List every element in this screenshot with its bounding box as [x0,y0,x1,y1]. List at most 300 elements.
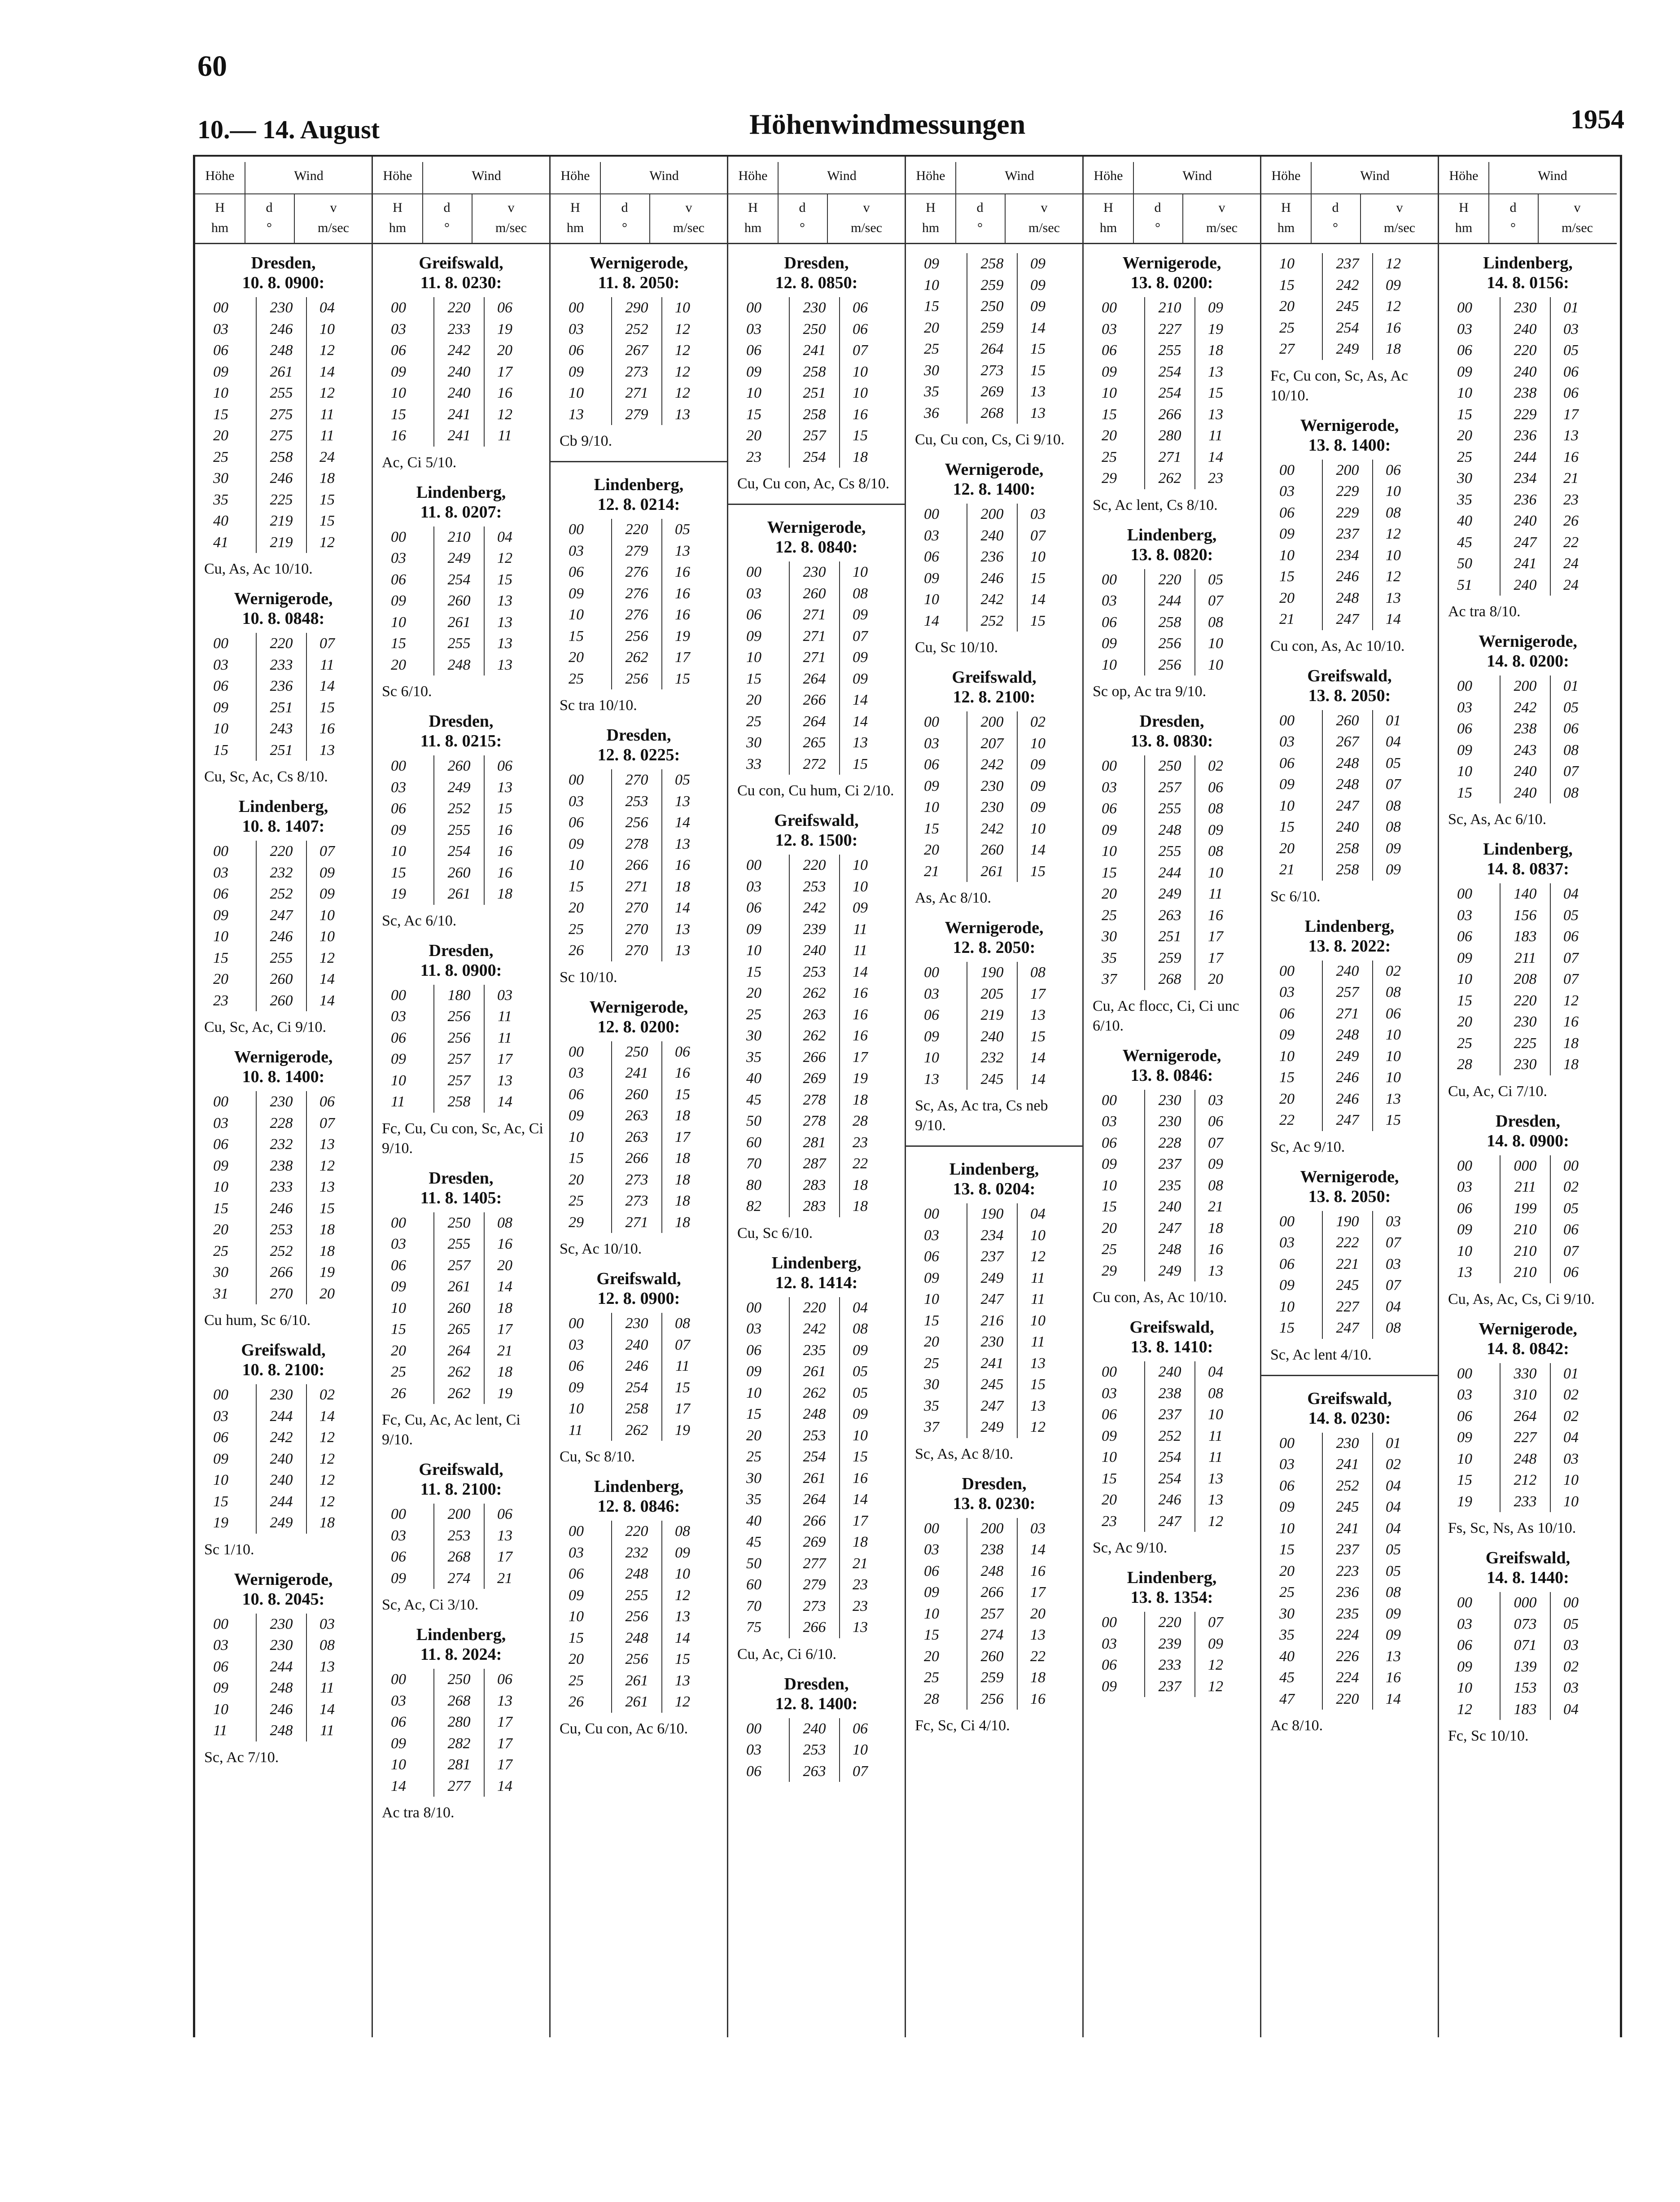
station-block [1439,1548,1617,1746]
station-time: 12. 8. 0225: [597,746,680,764]
measurement-row [746,754,881,775]
header-v: v [1574,200,1581,215]
speed-value: 17 [1208,949,1223,966]
direction-value: 264 [967,338,1018,360]
speed-value: 08 [1208,1177,1223,1194]
header-divider [827,193,828,243]
speed-value: 14 [675,899,690,916]
speed-value: 12 [1208,1678,1223,1695]
column-header [1084,162,1260,244]
height-value: 06 [391,1548,406,1565]
measurement-row [1102,297,1236,319]
measurement-row [1457,1469,1592,1491]
measurement-row [924,525,1059,547]
height-value: 20 [1279,298,1295,315]
measurement-table [391,526,525,676]
header-deg: ° [444,220,450,235]
direction-value: 254 [433,569,485,591]
measurement-row [391,612,525,633]
measurement-row [924,1069,1059,1090]
column-header [373,162,549,244]
speed-value: 16 [497,1236,512,1252]
speed-value: 18 [853,448,868,465]
station-name: Wernigerode, [589,997,688,1017]
height-value: 23 [746,448,761,465]
height-value: 03 [1102,1385,1117,1402]
header-H: H [1459,200,1469,215]
direction-value: 245 [1322,1275,1373,1296]
height-value: 09 [213,363,228,380]
header-wind: Wind [1182,168,1212,183]
speed-value: 10 [1030,735,1046,752]
height-value: 09 [569,1379,584,1396]
cloud-observation: Sc, Ac lent, Cs 8/10. [1093,496,1218,513]
measurement-row [1457,1262,1592,1283]
height-value: 09 [924,1028,939,1045]
measurement-row [1457,697,1592,719]
height-value: 10 [391,1756,406,1773]
speed-value: 23 [853,1134,868,1151]
measurement-row [924,1561,1059,1582]
height-value: 09 [1457,741,1472,759]
measurement-row [1102,612,1236,633]
height-value: 09 [1457,949,1472,966]
measurement-row [924,338,1059,360]
measurement-row [213,510,348,532]
height-value: 20 [391,1342,406,1359]
direction-value: 233 [256,1176,307,1198]
speed-value: 15 [1030,570,1046,587]
measurement-row [569,769,703,791]
height-value: 09 [1279,1026,1295,1043]
speed-value: 10 [1386,1026,1401,1043]
height-value: 09 [391,821,406,838]
direction-value: 238 [256,1155,307,1177]
speed-value: 18 [319,1514,335,1531]
height-value: 10 [569,606,584,623]
direction-value: 228 [256,1113,307,1134]
cloud-observation: Cu, Cu con, Cs, Ci 9/10. [915,431,1065,448]
speed-value: 08 [1386,504,1401,521]
height-value: 10 [1457,1680,1472,1696]
speed-value: 05 [1386,1562,1401,1579]
direction-value: 261 [789,1468,840,1489]
direction-value: 249 [1322,1046,1373,1067]
speed-value: 14 [1030,1541,1046,1558]
height-value: 09 [1279,776,1295,793]
speed-value: 11 [675,1358,690,1374]
speed-value: 15 [1030,1028,1046,1045]
direction-value: 260 [789,583,840,605]
measurement-row [924,962,1059,983]
measurement-table [1279,1433,1414,1710]
header-msec: m/sec [1384,220,1415,235]
height-value: 41 [213,534,228,551]
direction-value: 240 [1322,961,1373,982]
measurement-row [924,1667,1059,1689]
height-value: 36 [924,404,939,421]
station-time: 11. 8. 0230: [420,273,502,292]
speed-value: 10 [853,1741,868,1758]
cloud-observation: Cu hum, Sc 6/10. [204,1312,311,1329]
height-value: 09 [1102,1156,1117,1172]
measurement-row [569,583,703,605]
height-value: 10 [1457,1450,1472,1467]
height-value: 37 [1102,971,1117,987]
measurement-table [1279,961,1414,1131]
height-value: 09 [213,1450,228,1467]
direction-value: 238 [1500,382,1551,404]
station-list [1261,253,1438,1746]
measurement-row [1457,782,1592,804]
height-value: 03 [1279,1456,1295,1473]
direction-value: 245 [967,1374,1018,1395]
height-value: 06 [1457,928,1472,945]
direction-value: 246 [1322,1067,1373,1088]
station-name: Dresden, [429,1168,494,1188]
speed-value: 14 [675,1629,690,1646]
speed-value: 05 [1563,699,1579,716]
height-value: 10 [746,1384,761,1401]
station-list [728,253,905,1792]
direction-value: 247 [1500,532,1551,553]
header-v: v [1218,200,1225,215]
measurement-row [1279,588,1414,609]
station-time: 11. 8. 2100: [420,1480,502,1499]
measurement-row [569,1062,703,1084]
direction-value: 258 [1322,859,1373,881]
height-value: 15 [1279,1541,1295,1558]
station-name: Lindenberg, [594,475,684,494]
speed-value: 05 [675,772,690,788]
measurement-table [213,633,348,761]
direction-value: 237 [1144,1676,1195,1698]
direction-value: 270 [611,769,662,791]
direction-value: 273 [789,1596,840,1617]
height-value: 29 [1102,1262,1117,1279]
height-value: 09 [391,363,406,380]
station-name: Wernigerode, [1300,1167,1399,1186]
height-value: 03 [924,985,939,1002]
height-value: 15 [924,820,939,837]
height-value: 09 [1102,1678,1117,1695]
height-value: 20 [569,649,584,666]
direction-value: 262 [433,1383,485,1404]
height-value: 03 [213,1408,228,1425]
height-value: 09 [213,699,228,716]
direction-value: 267 [1322,731,1373,753]
measurement-row [1279,982,1414,1003]
speed-value: 21 [1208,1198,1223,1215]
height-value: 03 [391,1692,406,1709]
speed-value: 16 [675,585,690,602]
height-value: 06 [746,1763,761,1780]
direction-value: 242 [967,589,1018,610]
station-name: Lindenberg, [1483,840,1573,859]
station-name: Wernigerode, [1122,1046,1221,1065]
height-value: 03 [1102,320,1117,338]
station-name: Lindenberg, [949,1160,1039,1179]
measurement-row [746,711,881,733]
height-value: 20 [213,971,228,987]
direction-value: 212 [1500,1469,1551,1491]
speed-value: 12 [1386,298,1401,315]
speed-value: 09 [1386,840,1401,857]
speed-value: 06 [319,1093,335,1110]
speed-value: 13 [319,741,335,759]
direction-value: 210 [1500,1241,1551,1262]
measurement-row [213,1427,348,1448]
height-value: 25 [1102,907,1117,924]
height-value: 03 [391,1236,406,1252]
speed-value: 18 [1208,342,1223,359]
speed-value: 17 [675,1128,690,1145]
speed-value: 06 [497,1506,512,1522]
measurement-row [569,1398,703,1420]
speed-value: 12 [319,949,335,966]
speed-value: 10 [319,320,335,338]
direction-value: 246 [256,319,307,340]
speed-value: 19 [497,1385,512,1402]
measurement-row [924,818,1059,840]
measurement-row [924,1203,1059,1225]
station-time: 13. 8. 0830: [1130,732,1213,750]
height-value: 03 [746,878,761,895]
direction-value: 265 [789,732,840,754]
station-time: 14. 8. 1440: [1487,1568,1569,1587]
measurement-row [1279,1518,1414,1540]
speed-value: 07 [1030,527,1046,544]
speed-value: 06 [1386,461,1401,478]
station-time: 13. 8. 1410: [1130,1338,1213,1356]
speed-value: 05 [1386,754,1401,772]
speed-value: 12 [319,385,335,401]
direction-value: 261 [433,883,485,905]
measurement-row [924,1582,1059,1603]
speed-value: 13 [497,1692,512,1709]
height-value: 03 [391,320,406,338]
measurement-row [391,1361,525,1383]
height-value: 00 [746,564,761,580]
direction-value: 227 [1322,1296,1373,1318]
measurement-table [1457,1363,1592,1513]
height-value: 10 [213,1179,228,1195]
speed-value: 12 [319,534,335,551]
station-block [195,1570,372,1768]
speed-value: 13 [497,1072,512,1089]
height-value: 09 [569,363,584,380]
measurement-row [1457,990,1592,1012]
height-value: 26 [569,942,584,959]
speed-value: 06 [853,299,868,316]
header-wind: Wind [1005,168,1034,183]
height-value: 09 [569,1587,584,1604]
height-value: 15 [391,1321,406,1338]
speed-value: 10 [853,564,868,580]
height-value: 35 [746,1491,761,1508]
measurement-table [1102,569,1236,676]
speed-value: 02 [1563,1408,1579,1425]
measurement-table [1102,1090,1236,1282]
height-value: 35 [924,1397,939,1414]
height-value: 80 [746,1176,761,1193]
height-value: 06 [391,342,406,359]
speed-value: 24 [1563,555,1579,572]
direction-value: 265 [433,1319,485,1340]
measurement-row [1279,253,1414,275]
speed-value: 08 [853,585,868,602]
cloud-observation: Ac, Ci 5/10. [382,454,457,471]
speed-value: 16 [853,406,868,423]
speed-value: 16 [497,843,512,860]
measurement-row [1457,532,1592,553]
measurement-row [391,1212,525,1234]
measurement-row [569,1355,703,1377]
measurement-row [746,1718,881,1740]
cloud-observation: Cu, Ac, Ci 7/10. [1448,1083,1548,1100]
direction-value: 240 [256,1448,307,1470]
measurement-row [1457,1219,1592,1241]
measurement-row [391,1027,525,1049]
height-value: 03 [1102,592,1117,609]
speed-value: 07 [319,843,335,860]
measurement-row [1279,838,1414,860]
height-value: 37 [924,1419,939,1435]
measurement-row [1279,481,1414,502]
direction-value: 256 [611,812,662,833]
height-value: 25 [746,713,761,730]
direction-value: 250 [433,1212,485,1234]
measurement-row [746,732,881,754]
measurement-row [1457,1656,1592,1678]
measurement-table [569,1313,703,1441]
speed-value: 17 [1030,1584,1046,1601]
direction-value: 248 [1144,1239,1195,1260]
measurement-row [1102,654,1236,676]
measurement-row [924,1289,1059,1310]
direction-value: 246 [1322,566,1373,588]
measurement-row [1279,566,1414,588]
measurement-row [1279,1088,1414,1110]
station-name: Wernigerode, [234,1570,333,1589]
speed-value: 10 [1386,1069,1401,1086]
speed-value: 03 [1563,320,1579,338]
direction-value: 254 [1144,361,1195,383]
height-value: 09 [924,1269,939,1286]
direction-value: 245 [967,1069,1018,1090]
station-name: Dresden, [429,712,494,731]
station-time: 13. 8. 1400: [1308,435,1391,455]
speed-value: 13 [1208,406,1223,423]
speed-value: 18 [497,1299,512,1316]
cloud-observation: Cu, Sc, Ac, Ci 9/10. [204,1019,327,1035]
direction-value: 257 [967,1603,1018,1625]
measurement-row [391,340,525,361]
height-value: 00 [213,299,228,316]
measurement-row [1279,961,1414,982]
height-value: 03 [391,779,406,796]
measurement-row [1279,1646,1414,1667]
height-value: 00 [1279,461,1295,478]
direction-value: 283 [789,1175,840,1196]
station-time: 12. 8. 2100: [953,688,1036,706]
height-value: 15 [1279,819,1295,835]
station-name: Greifswald, [419,1460,503,1479]
speed-value: 12 [1208,1657,1223,1673]
measurement-row [391,1319,525,1340]
speed-value: 13 [497,614,512,631]
height-value: 09 [746,363,761,380]
measurement-row [924,589,1059,610]
speed-value: 11 [320,1680,334,1696]
measurement-row [1102,755,1236,777]
direction-value: 271 [1322,1003,1373,1025]
direction-value: 276 [611,604,662,626]
height-value: 28 [924,1690,939,1707]
speed-value: 18 [853,1091,868,1108]
direction-value: 260 [433,1298,485,1319]
height-value: 10 [569,385,584,401]
direction-value: 230 [256,1384,307,1406]
speed-value: 09 [853,649,868,666]
table-column [195,157,373,2037]
station-block [195,1340,372,1560]
speed-value: 14 [319,1408,335,1425]
direction-value: 278 [789,1089,840,1111]
direction-value: 244 [256,1491,307,1513]
speed-value: 09 [1030,276,1046,294]
height-value: 10 [746,649,761,666]
height-value: 10 [1457,971,1472,987]
height-value: 10 [391,843,406,860]
measurement-row [1279,1275,1414,1296]
speed-value: 06 [497,758,512,774]
direction-value: 140 [1500,883,1551,905]
measurement-row [391,1233,525,1255]
measurement-row [746,626,881,647]
direction-value: 220 [433,297,485,319]
speed-value: 15 [319,491,335,508]
direction-value: 251 [789,382,840,404]
measurement-row [213,1176,348,1198]
measurement-row [213,969,348,990]
header-divider [1182,193,1183,243]
height-value: 03 [391,550,406,566]
speed-value: 02 [1563,1386,1579,1403]
speed-value: 01 [1386,1434,1401,1452]
speed-value: 08 [1386,1320,1401,1336]
height-value: 10 [1102,385,1117,401]
height-value: 16 [391,427,406,444]
measurement-row [1279,1454,1414,1475]
direction-value: 252 [1144,1426,1195,1447]
speed-value: 10 [1208,864,1223,881]
measurement-row [391,1383,525,1404]
speed-value: 10 [1208,656,1223,673]
section-divider [728,504,905,505]
direction-value: 248 [1322,1024,1373,1046]
speed-value: 04 [1386,1298,1401,1315]
section-divider [906,1145,1082,1147]
station-block [551,725,727,987]
height-value: 19 [213,1514,228,1531]
direction-value: 273 [611,361,662,383]
section-divider [1261,1375,1438,1376]
speed-value: 08 [1208,800,1223,817]
direction-value: 264 [1500,1406,1551,1427]
direction-value: 246 [256,926,307,947]
measurement-table [1457,297,1592,596]
